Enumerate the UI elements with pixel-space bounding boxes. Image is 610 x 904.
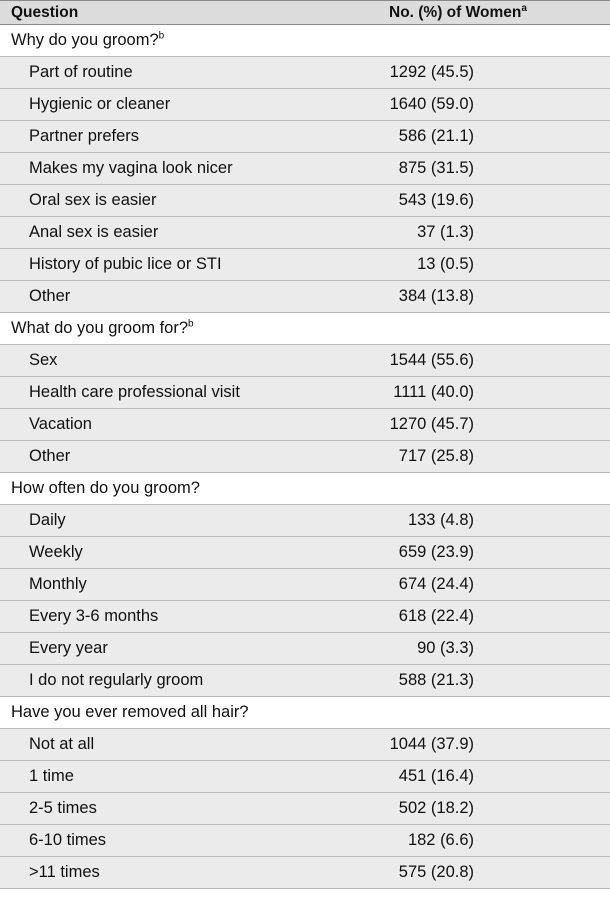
row-value: 1544 (55.6) <box>389 351 474 369</box>
row-label: Hygienic or cleaner <box>29 95 171 113</box>
row-label: Oral sex is easier <box>29 191 157 209</box>
table-row <box>0 153 610 185</box>
table-row <box>0 409 610 441</box>
section-title-text: How often do you groom? <box>11 479 200 497</box>
count-column-header-label: No. (%) of Women <box>389 3 522 21</box>
table-row <box>0 505 610 537</box>
footnote-marker: b <box>158 30 165 42</box>
section-title <box>0 31 511 50</box>
table-row <box>0 185 610 217</box>
row-label: Makes my vagina look nicer <box>29 159 233 177</box>
row-value: 133 (4.8) <box>407 511 474 529</box>
row-value: 659 (23.9) <box>398 543 474 561</box>
row-value: 384 (13.8) <box>398 287 474 305</box>
row-label: Not at all <box>29 735 95 753</box>
section-title <box>0 703 511 722</box>
section-title <box>0 319 511 338</box>
table-row <box>0 569 610 601</box>
row-label: Anal sex is easier <box>29 223 159 241</box>
row-value: 588 (21.3) <box>398 671 474 689</box>
row-value: 1270 (45.7) <box>389 415 474 433</box>
table-row <box>0 729 610 761</box>
table-row <box>0 377 610 409</box>
row-label: Weekly <box>29 543 83 561</box>
row-label: Sex <box>29 351 58 369</box>
table-row <box>0 601 610 633</box>
table-row <box>0 121 610 153</box>
row-value: 1640 (59.0) <box>389 95 474 113</box>
count-column-header <box>371 4 610 22</box>
section-title <box>0 479 511 498</box>
table-row <box>0 345 610 377</box>
row-label: I do not regularly groom <box>29 671 204 689</box>
table-row <box>0 281 610 313</box>
row-label: Other <box>29 447 71 465</box>
row-value: 618 (22.4) <box>398 607 474 625</box>
table-row <box>0 633 610 665</box>
row-value: 543 (19.6) <box>398 191 474 209</box>
table-body <box>0 25 610 889</box>
table-row <box>0 217 610 249</box>
table-row <box>0 441 610 473</box>
row-value: 717 (25.8) <box>398 447 474 465</box>
row-label: Monthly <box>29 575 87 593</box>
table-row <box>0 857 610 889</box>
row-value: 502 (18.2) <box>398 799 474 817</box>
row-value: 37 (1.3) <box>417 223 474 241</box>
row-label: 6-10 times <box>29 831 107 849</box>
table-row <box>0 249 610 281</box>
row-value: 1292 (45.5) <box>389 63 474 81</box>
row-value: 182 (6.6) <box>407 831 474 849</box>
table-row <box>0 761 610 793</box>
question-column-header: Question <box>11 3 79 21</box>
row-label: Health care professional visit <box>29 383 240 401</box>
row-label: Vacation <box>29 415 92 433</box>
row-label: Part of routine <box>29 63 133 81</box>
row-label: Every year <box>29 639 108 657</box>
table-row <box>0 537 610 569</box>
row-label: >11 times <box>29 863 100 881</box>
row-value: 875 (31.5) <box>398 159 474 177</box>
section-header-row <box>0 473 610 505</box>
row-value: 575 (20.8) <box>398 863 474 881</box>
table-row <box>0 793 610 825</box>
row-value: 1044 (37.9) <box>389 735 474 753</box>
row-value: 451 (16.4) <box>398 767 474 785</box>
row-label: Every 3-6 months <box>29 607 159 625</box>
row-label: Daily <box>29 511 66 529</box>
row-label: Partner prefers <box>29 127 140 145</box>
row-label: 2-5 times <box>29 799 97 817</box>
row-value: 90 (3.3) <box>417 639 474 657</box>
row-value: 586 (21.1) <box>398 127 474 145</box>
section-header-row <box>0 697 610 729</box>
table-row <box>0 825 610 857</box>
section-header-row <box>0 25 610 57</box>
row-value: 1111 (40.0) <box>393 383 474 401</box>
row-label: 1 time <box>29 767 74 785</box>
section-title-text: Have you ever removed all hair? <box>11 703 249 721</box>
section-header-row <box>0 313 610 345</box>
section-title-text: Why do you groom? <box>11 31 159 49</box>
table-header <box>0 1 610 25</box>
table-row <box>0 89 610 121</box>
table-row <box>0 57 610 89</box>
row-label: History of pubic lice or STI <box>29 255 222 273</box>
table-row <box>0 665 610 697</box>
footnote-marker: a <box>521 2 527 14</box>
footnote-marker: b <box>188 318 194 330</box>
row-label: Other <box>29 287 71 305</box>
row-value: 674 (24.4) <box>398 575 474 593</box>
row-value: 13 (0.5) <box>417 255 474 273</box>
section-title-text: What do you groom for? <box>11 319 189 337</box>
